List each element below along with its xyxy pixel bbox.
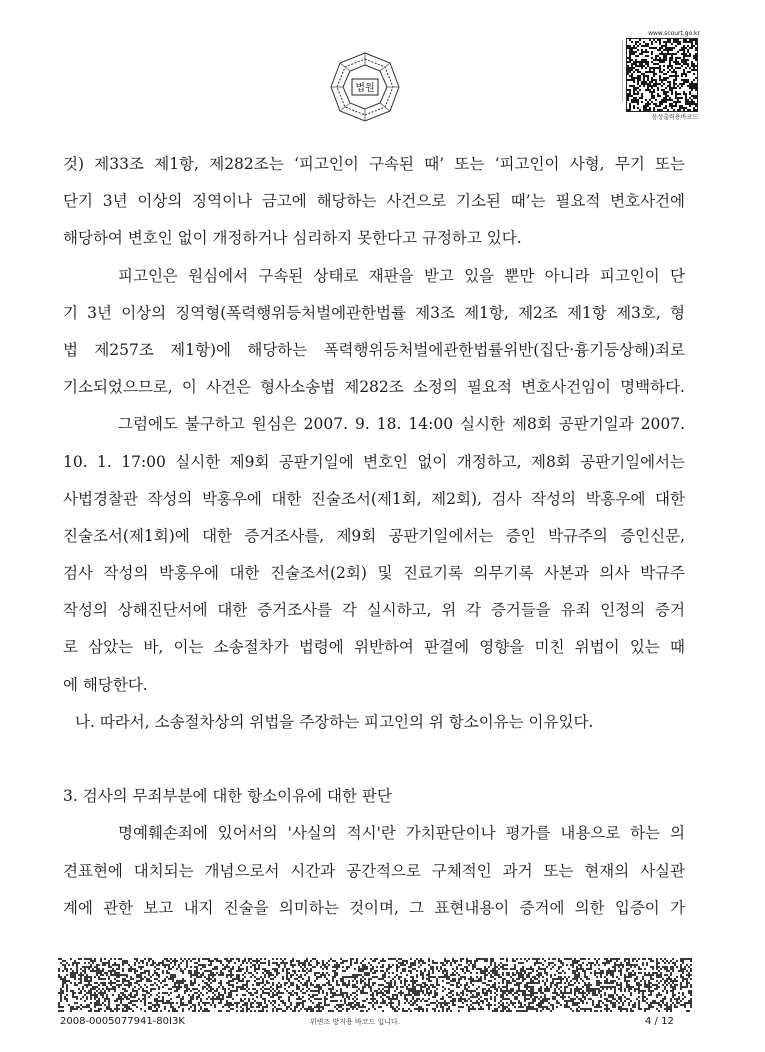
audio-barcode	[626, 38, 698, 112]
body-line: 기소되었으므로, 이 사건은 형사소송법 제282조 소정의 필요적 변호사건임이 명백하다.	[63, 378, 685, 397]
noise-pattern-icon	[58, 958, 692, 1012]
body-line: 사법경찰관 작성의 박홍우에 대한 진술조서(제1회, 제2회), 검사 작성의 박홍우에 대한	[63, 489, 685, 508]
body-line: 것) 제33조 제1항, 제282조는 ‘피고인이 구속된 때’ 또는 ‘피고인이 사형, 무기 또는	[63, 155, 685, 173]
barcode-notice: 위변조 방지용 바코드 입니다.	[310, 1018, 401, 1026]
court-seal-emblem	[328, 50, 402, 124]
body-line: 진술조서(제1회)에 대한 증거조사를, 제9회 공판기일에서는 증인 박규주의 증인신문,	[63, 526, 685, 545]
body-line: 해당하여 변호인 없이 개정하거나 심리하지 못한다고 규정하고 있다.	[63, 229, 522, 248]
body-line: 10. 1. 17:00 실시한 제9회 공판기일에 변호인 없이 개정하고, 제8회 공판기일에서는	[63, 452, 685, 471]
body-line: 검사 작성의 박홍우에 대한 진술조서(2회) 및 진료기록 의무기록 사본과 의사 박규주	[63, 564, 685, 583]
document-id: 2008-0005077941-80I3K	[60, 1016, 185, 1027]
body-line: 견표현에 대치되는 개념으로서 시간과 공간적으로 구체적인 과거 또는 현재의 사실관	[63, 861, 685, 880]
section-heading: 3. 검사의 무죄부분에 대한 항소이유에 대한 판단	[63, 787, 392, 806]
body-line: 에 해당한다.	[63, 675, 148, 694]
barcode-pattern-icon	[627, 39, 697, 111]
page-number: 4 / 12	[645, 1016, 674, 1027]
paragraph-start-line: 피고인은 원심에서 구속된 상태로 재판을 받고 있을 뿐만 아니라 피고인이 단	[118, 266, 685, 285]
body-line: 법 제257조 제1항)에 해당하는 폭력행위등처벌에관한법률위반(집단·흉기등상해)죄로	[63, 340, 685, 359]
barcode-caption: 음성출력용바코드	[651, 114, 698, 121]
document-body	[63, 146, 685, 927]
body-line: 기 3년 이상의 징역형(폭력행위등처벌에관한법률 제3조 제1항, 제2조 제1항 제3호, 형	[63, 303, 685, 322]
body-line: 계에 관한 보고 내지 진술을 의미하는 것이며, 그 표현내용이 증거에 의한 입증이 가	[63, 898, 685, 917]
body-line: 로 삼았는 바, 이는 소송절차가 법령에 위반하여 판결에 영향을 미친 위법이 있는 때	[63, 638, 685, 657]
paragraph-start-line: 명예훼손죄에 있어서의 '사실의 적시'란 가치판단이나 평가를 내용으로 하는 의	[118, 824, 685, 843]
conclusion-line: 나. 따라서, 소송절차상의 위법을 주장하는 피고인의 위 항소이유는 이유있다.	[75, 712, 594, 731]
barcode-url: www.scourt.go.kr	[648, 30, 700, 37]
svg-text:법원: 법원	[355, 83, 375, 94]
body-line: 단기 3년 이상의 징역이나 금고에 해당하는 사건으로 기소된 때’는 필요적 변호사건에	[63, 192, 685, 211]
body-line: 작성의 상해진단서에 대한 증거조사를 각 실시하고, 위 각 증거들을 유죄 인정의 증거	[63, 601, 685, 620]
paragraph-start-line: 그럼에도 불구하고 원심은 2007. 9. 18. 14:00 실시한 제8회 공판기일과 2007.	[118, 415, 685, 434]
anti-forgery-barcode	[58, 958, 692, 1012]
stamp-area	[552, 40, 623, 102]
